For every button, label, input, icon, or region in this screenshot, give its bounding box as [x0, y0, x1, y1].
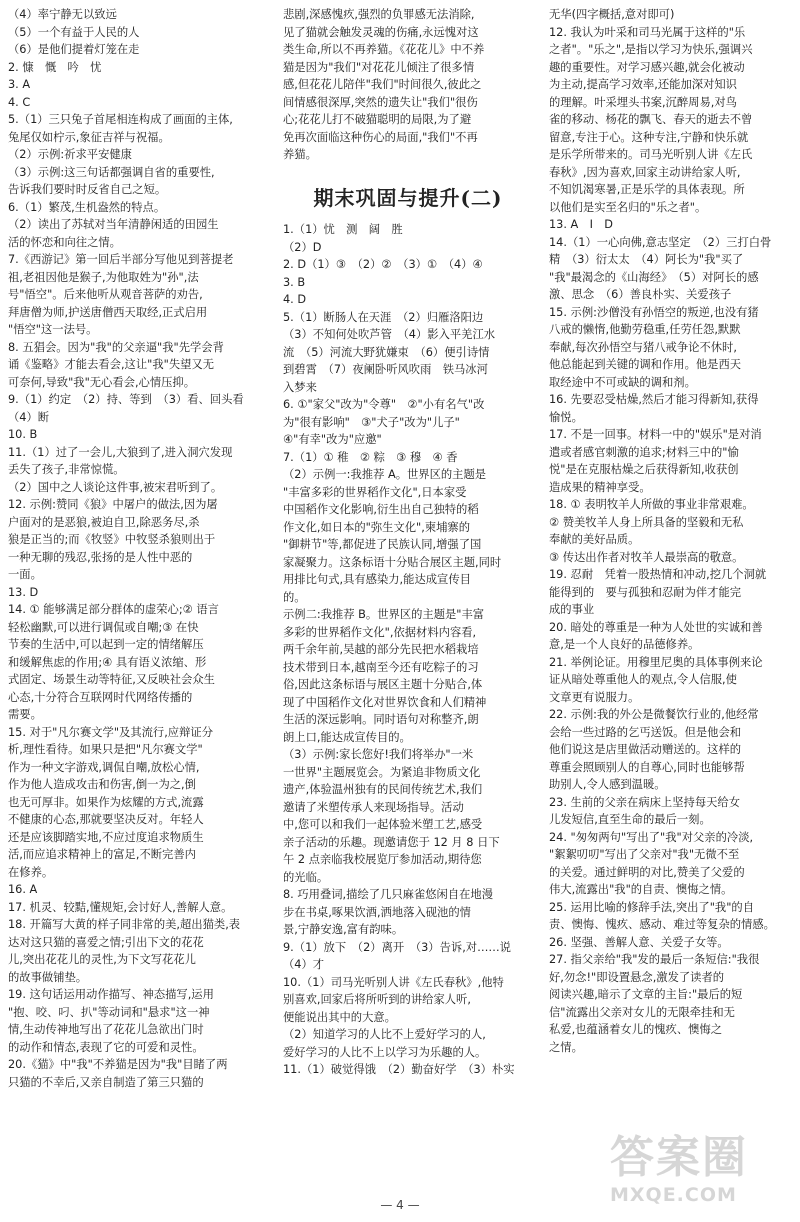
answer-line: ② 赞美牧羊人身上所具备的坚毅和无私	[549, 515, 744, 529]
answer-line: 的。	[283, 590, 306, 604]
answer-line: 13. D	[8, 585, 39, 599]
answer-line: 奉献的美好品质。	[549, 533, 640, 546]
answer-line: 现了中国稻作文化对世界饮食和人们精神	[283, 695, 487, 709]
answer-line: 是乐学所带来的。司马光听别人讲《左氏	[549, 148, 753, 161]
answer-line: 户面对的是恶狼,被迫自卫,除恶务尽,杀	[8, 515, 200, 529]
answer-line: 见了猫就会触发灵魂的伤痛,永远愧对这	[283, 25, 479, 39]
answer-line: 会给一些过路的乞丐送饭。但是他会和	[549, 725, 742, 739]
answer-line: 6.（1）繁茂,生机盎然的特点。	[8, 200, 166, 214]
answer-line: 不健康的心态,那就要坚决反对。年轻人	[8, 813, 204, 826]
answer-column-left	[8, 6, 262, 1091]
answer-line: 需要。	[8, 708, 42, 721]
answer-line: 祖,老祖因他是猴子,为他取姓为"孙",法	[8, 270, 199, 284]
answer-line: 为主动,提高学习效率,还能加深对知识	[549, 78, 737, 91]
answer-column-middle	[283, 6, 533, 1079]
answer-line: 18. ① 表明牧羊人所做的事业非常艰难。	[549, 498, 754, 511]
answer-line: 27. 指父亲给"我"发的最后一条短信:"我很	[549, 953, 760, 966]
answer-line: 只猫的不幸后,又亲自制造了第三只猫的	[8, 1075, 204, 1089]
answer-line: 也无可厚非。如果作为炫耀的方式,流露	[8, 795, 204, 809]
answer-line: 类生命,所以不再养猫。《花花儿》中不养	[283, 43, 485, 56]
answer-line: 的故事做铺垫。	[8, 970, 88, 984]
answer-line: 的动作和情态,表现了它的可爱和灵性。	[8, 1040, 204, 1054]
answer-line: （5）一个有益于人民的人	[8, 25, 140, 39]
answer-line: 兔尾仅如柠示,象征吉祥与祝福。	[8, 130, 170, 144]
answer-line: 19. 忍耐 凭着一股热情和冲动,挖几个洞就	[549, 568, 767, 581]
continued-answer-block	[283, 6, 533, 164]
answer-line: 在修养。	[8, 865, 54, 879]
answer-line: 26. 坚强、善解人意、关爱子女等。	[549, 935, 729, 949]
answer-line: 证从暗处尊重他人的观点,令人信服,使	[549, 673, 737, 686]
answer-line: （4）断	[8, 410, 50, 424]
answer-line: 之者"。"乐之",是指以学习为快乐,强调兴	[549, 43, 753, 56]
answer-line: 作为他人造成攻击和伤害,倒一为之,倒	[8, 778, 196, 791]
answer-line: 精 （3）衍太太 （4）阿长为"我"买了	[549, 253, 744, 266]
answer-line: 愉悦。	[549, 410, 583, 424]
answer-line: 9.（1）放下 （2）离开 （3）告诉,对……说	[283, 940, 511, 954]
answer-line: "抱、咬、叼、扒"等动词和"悬求"这一神	[8, 1005, 210, 1019]
answer-line: 丢失了孩子,非常惊慌。	[8, 463, 125, 476]
answer-line: 雀的移动、杨花的飘飞、春天的逝去不曾	[549, 113, 753, 126]
answer-line: 儿,突出花花儿的灵性,为下文写花花儿	[8, 953, 196, 966]
answer-line: 析,理性看待。如果只是把"凡尔赛文学"	[8, 743, 203, 756]
answer-line: 16. A	[8, 883, 38, 896]
answer-line: 3. B	[283, 275, 306, 289]
answer-line: 3. A	[8, 78, 31, 91]
answer-line: 12. 我认为叶采和司马光属于这样的"乐	[549, 25, 746, 39]
answer-line: 技术带到日本,越南至今还有吃粽子的习	[283, 660, 479, 674]
answer-line: 成的事业	[549, 603, 595, 616]
answer-line: 15. 示例:沙僧没有孙悟空的叛逆,也没有猪	[549, 305, 759, 319]
answer-line: （3）不知何处吹芦管 （4）影入平羌江水	[283, 328, 496, 341]
answer-line: 7.《西游记》第一回后半部分写他见到菩提老	[8, 253, 234, 266]
answer-line: 一面。	[8, 568, 42, 581]
answer-line: 18. 开篇写大黄的样子同非常的美,超出猫类,表	[8, 918, 241, 931]
answer-line: 节奏的生活中,可以起到一定的情绪解压	[8, 638, 204, 651]
answer-line: 5.（1）三只兔子首尾相连构成了画面的主体,	[8, 113, 233, 126]
answer-line: 流 （5）河流大野犹嫌束 （6）便引诗情	[283, 345, 490, 359]
answer-line: 17. 机灵、较黠,懂规矩,会讨好人,善解人意。	[8, 900, 233, 914]
answer-line: 遣或者感官刺激的追求;材料三中的"愉	[549, 445, 739, 459]
answer-line: 感,但花花儿陪伴"我们"时间很久,彼此之	[283, 78, 482, 91]
answer-column-right	[549, 6, 791, 1056]
answer-line: "御耕节"等,都促进了民族认同,增强了国	[283, 538, 482, 551]
answer-line: 阅读兴趣,暗示了文章的主旨:"最后的短	[549, 988, 743, 1001]
answer-line: 15. 对于"凡尔赛文学"及其流行,应辩证分	[8, 725, 213, 739]
answer-line: 14.（1）一心向佛,意志坚定 （2）三打白骨	[549, 235, 772, 249]
answer-line: 春秋》,因为喜欢,回家主动讲给家人听,	[549, 165, 741, 179]
answer-line: 步在书桌,啄果饮酒,洒地落入砚池的情	[283, 905, 471, 919]
answer-line: 25. 运用比喻的修辞手法,突出了"我"的自	[549, 900, 754, 914]
answer-line: 24. "匆匆两句"写出了"我"对父亲的冷淡,	[549, 830, 754, 844]
answer-line: 示例二:我推荐 B。世界区的主题是"丰富	[283, 608, 485, 621]
answer-line: 20.《猫》中"我"不养猫是因为"我"目睹了两	[8, 1058, 228, 1071]
answer-line: 家凝聚力。这条标语十分贴合展区主题,同时	[283, 555, 502, 569]
answer-line: 多彩的世界稻作文化",依据材料内容看,	[283, 625, 477, 639]
answer-line: 尊重会照顾别人的自尊心,同时也能够帮	[549, 760, 745, 774]
answer-line: 狼是正当的;而《牧竖》中牧竖杀狼则出于	[8, 533, 216, 546]
answer-line: 不知饥渴寒暑,正是乐学的具体表现。所	[549, 183, 745, 196]
section-title: 期末巩固与提升(二)	[313, 185, 503, 210]
answer-line: 两千余年前,吴越的部分先民把水稻栽培	[283, 643, 479, 656]
answer-line: 邀请了米塑传承人来现场指导。活动	[283, 800, 464, 814]
answer-line: 10.（1）司马光听别人讲《左氏春秋》,他特	[283, 975, 504, 989]
section-answers	[283, 221, 533, 1079]
page-number: — 4 —	[380, 1198, 420, 1212]
answer-line: 的光临。	[283, 870, 329, 884]
answer-line: 轻松幽默,可以进行调侃或自嘲;③ 在快	[8, 620, 199, 634]
answer-line: 信"流露出父亲对女儿的无限牵挂和无	[549, 1005, 735, 1019]
answer-line: 之情。	[549, 1040, 583, 1054]
answer-line: 悦"是在克服枯燥之后获得新知,收获创	[549, 463, 739, 476]
answer-line: 的理解。叶采埋头书案,沉醉周易,对鸟	[549, 95, 737, 109]
answer-line: 19. 这句话运用动作描写、神态描写,运用	[8, 988, 214, 1001]
answer-line: 16. 先要忍受枯燥,然后才能习得新知,获得	[549, 393, 759, 406]
answer-line: 2. 慷 慨 吟 忧	[8, 60, 102, 74]
answer-line: 便能说出其中的大意。	[283, 1010, 396, 1024]
answer-line: 2. D（1）③ （2）② （3）① （4）④	[283, 258, 483, 271]
answer-line: 儿发短信,直至生命的最后一刻。	[549, 813, 711, 826]
answer-line: 号"悟空"。后来他听从观音菩萨的劝告,	[8, 288, 203, 301]
answer-line: 活,而应追求精神上的富足,不断完善内	[8, 848, 196, 861]
answer-line: （2）示例:祈求平安健康	[8, 148, 132, 161]
answer-line: 以他们是实至名归的"乐之者"。	[549, 200, 707, 214]
answer-line: 4. C	[8, 95, 31, 109]
answer-line: （2）D	[283, 240, 322, 254]
answer-line: 爱好学习的人比不上以学习为乐趣的人。	[283, 1045, 487, 1059]
answer-line: 6. ①"家父"改为"令尊" ②"小有名气"改	[283, 398, 485, 411]
answer-line: （4）才	[283, 958, 325, 971]
answer-line: 为"很有影响" ③"犬子"改为"儿子"	[283, 415, 460, 429]
answer-line: 助别人,令人感到温暖。	[549, 778, 666, 791]
answer-line: 入梦来	[283, 380, 317, 394]
answer-line: 俗,因此这条标语与展区主题十分贴合,体	[283, 678, 483, 691]
answer-line: 和缓解焦虑的作用;④ 具有语义浓缩、形	[8, 655, 207, 669]
answer-line: 8. 五猖会。因为"我"的父亲逼"我"先学会背	[8, 340, 224, 354]
answer-line: 23. 生前的父亲在病床上坚持每天给女	[549, 795, 741, 809]
answer-line: （2）国中之人谈论这件事,被宋君听到了。	[8, 480, 223, 494]
answer-line: 达对这只猫的喜爱之情;引出下文的花花	[8, 935, 204, 949]
answer-line: 一世界"主题展览会。为紧追非物质文化	[283, 765, 481, 779]
answer-line: 他们说这是店里做活动赠送的。这样的	[549, 743, 742, 756]
answer-line: 间情感很深厚,突然的遗失让"我们"很伤	[283, 95, 478, 109]
answer-line: 趣的重要性。对学习感兴趣,就会化被动	[549, 60, 745, 74]
answer-line: ③ 传达出作者对牧羊人最崇高的敬意。	[549, 550, 744, 564]
answer-line: 生活的深远影响。同时语句对称整齐,朗	[283, 713, 479, 726]
answer-line: 11.（1）过了一会儿,大狼到了,进入洞穴发现	[8, 445, 233, 459]
answer-line: 式固定、场景生动等特征,又反映社会众生	[8, 673, 215, 686]
answer-line: 八戒的懒惰,他勤劳稳重,任劳任怨,默默	[549, 323, 741, 336]
watermark-url: MXQE.COM	[610, 1184, 737, 1206]
answer-line: 情,生动传神地写出了花花儿急欲出门时	[8, 1023, 204, 1036]
answer-line: 意,是一个人良好的品德修养。	[549, 638, 700, 651]
watermark-logo-text: 答案圈	[610, 1132, 748, 1183]
answer-line: （3）示例:这三句话都强调自省的重要性,	[8, 165, 215, 179]
answer-line: 到碧霄 （7）夜阑卧听风吹雨 铁马冰河	[283, 363, 488, 376]
answer-line: （2）知道学习的人比不上爱好学习的人,	[283, 1028, 486, 1041]
answer-line: 景,宁静安逸,富有韵味。	[283, 923, 404, 936]
answer-line: "絮絮叨叨"写出了父亲对"我"无微不至	[549, 848, 740, 861]
answer-line: （2）读出了苏轼对当年清静闲适的田园生	[8, 218, 219, 231]
answer-line: 9.（1）约定 （2）持、等到 （3）看、回头看	[8, 393, 244, 406]
answer-line: 私爱,也蕴涵着女儿的愧疚、懊悔之	[549, 1023, 723, 1036]
answer-line: "丰富多彩的世界稻作文化",日本家受	[283, 485, 467, 499]
answer-line: 12. 示例:赞同《狼》中屠户的做法,因为屠	[8, 498, 218, 511]
answer-line: 活的怀恋和向往之情。	[8, 235, 121, 249]
answer-line: （2）示例一:我推荐 A。世界区的主题是	[283, 468, 487, 481]
answer-line: 遗产,体验温州独有的民间传统艺术,我们	[283, 783, 483, 796]
answer-line: 作文化,如日本的"弥生文化",柬埔寨的	[283, 520, 471, 534]
answer-line: 无华(四字概括,意对即可)	[549, 8, 675, 21]
answer-line: （3）示例:家长您好!我们将举办"一米	[283, 748, 474, 761]
answer-line: 好,勿念!"即设置悬念,激发了读者的	[549, 970, 725, 984]
answer-line: 养猫。	[283, 148, 317, 161]
answer-line: 猫是因为"我们"对花花儿倾注了很多情	[283, 60, 475, 74]
answer-line: 中,您可以和我们一起体验米塑工艺,感受	[283, 818, 483, 831]
answer-line: 11.（1）破觉得饿 （2）勤奋好学 （3）朴实	[283, 1063, 515, 1076]
answer-line: （4）率宁静无以致远	[8, 8, 117, 21]
answer-line: 伟大,流露出"我"的自责、懊悔之情。	[549, 883, 733, 896]
answer-line: 责、懊悔、愧疚、感动、难过等复杂的情感。	[549, 918, 775, 931]
answer-line: 激、思念 （6）善良朴实、关爱孩子	[549, 288, 732, 301]
answer-line: 可奈何,导致"我"无心看会,心情压抑。	[8, 375, 196, 389]
answer-line: "悟空"这一法号。	[8, 323, 98, 336]
answer-line: 还是应该脚踏实地,不应过度追求物质生	[8, 830, 204, 844]
answer-line: 奉献,每次孙悟空与猪八戒争论不休时,	[549, 340, 737, 354]
answer-line: 悲剧,深感愧疚,强烈的负罪感无法消除,	[283, 8, 475, 21]
answer-line: 1.（1）忧 测 阔 胜	[283, 223, 403, 236]
answer-line: 能得到的 要与孤独和忍耐为伴才能完	[549, 585, 742, 599]
answer-line: 造成果的精神享受。	[549, 480, 651, 494]
answer-line: 取经途中不可或缺的调和剂。	[549, 375, 696, 389]
answer-line: 中国稻作文化影响,衍生出自己独特的稻	[283, 503, 479, 516]
watermark-logo	[610, 1132, 790, 1212]
answer-line: 20. 暗处的尊重是一种为人处世的实诚和善	[549, 620, 763, 634]
answer-line: 午 2 点亲临我校展览厅参加活动,期待您	[283, 853, 482, 866]
answer-line: 免再次面临这种伤心的局面,"我们"不再	[283, 130, 478, 144]
answer-line: 8. 巧用叠词,描绘了几只麻雀悠闲自在地漫	[283, 888, 494, 901]
answer-line: 他总能起到关键的调和作用。他是西天	[549, 358, 742, 371]
answer-line: 13. A I D	[549, 218, 613, 231]
answer-line: 拜唐僧为师,护送唐僧西天取经,正式启用	[8, 305, 208, 319]
answer-line: 朗上口,能达成宣传目的。	[283, 730, 411, 744]
answer-line: ④"有幸"改为"应邀"	[283, 433, 382, 446]
answer-line: 17. 不是一回事。材料一中的"娱乐"是对消	[549, 428, 762, 441]
answer-line: 4. D	[283, 293, 307, 306]
answer-line: 10. B	[8, 428, 38, 441]
answer-line: 文章更有说服力。	[549, 690, 640, 704]
answer-line: 一种无聊的残忍,张扬的是人性中恶的	[8, 550, 193, 564]
answer-line: 别喜欢,回家后将所听到的讲给家人听,	[283, 993, 471, 1006]
answer-line: 亲子活动的乐趣。现邀请您于 12 月 8 日下	[283, 835, 500, 849]
answer-line: 告诉我们要时时反省自己之短。	[8, 183, 167, 196]
answer-line: 作为一种文字游戏,调侃自嘲,放松心情,	[8, 760, 200, 774]
answer-line: "我"最渴念的《山海经》 （5）对阿长的感	[549, 270, 759, 284]
answer-line: 5.（1）断肠人在天涯 （2）归雁洛阳边	[283, 310, 484, 324]
answer-line: 用排比句式,具有感染力,能达成宣传目	[283, 573, 471, 586]
answer-line: 心;花花儿打不破猫聪明的局限,为了避	[283, 113, 472, 126]
answer-line: 诵《鉴略》才能去看会,这让"我"失望又无	[8, 358, 215, 371]
answer-line: 心态,十分符合互联网时代网络传播的	[8, 690, 193, 704]
answer-line: 的关爱。通过鲜明的对比,赞美了父爱的	[549, 865, 745, 879]
answer-line: 21. 举例论证。用穆里尼奥的具体事例来论	[549, 655, 763, 669]
answer-line: 7.（1）① 稚 ② 粽 ③ 穆 ④ 香	[283, 450, 458, 464]
answer-line: 留意,专注于心。这种专注,宁静和快乐就	[549, 130, 749, 144]
answer-line: 14. ① 能够满足部分群体的虚荣心;② 语言	[8, 603, 219, 616]
answer-line: 22. 示例:我的外公是微餐饮行业的,他经常	[549, 708, 759, 721]
answer-line: （6）是他们提着灯笼在走	[8, 43, 140, 56]
